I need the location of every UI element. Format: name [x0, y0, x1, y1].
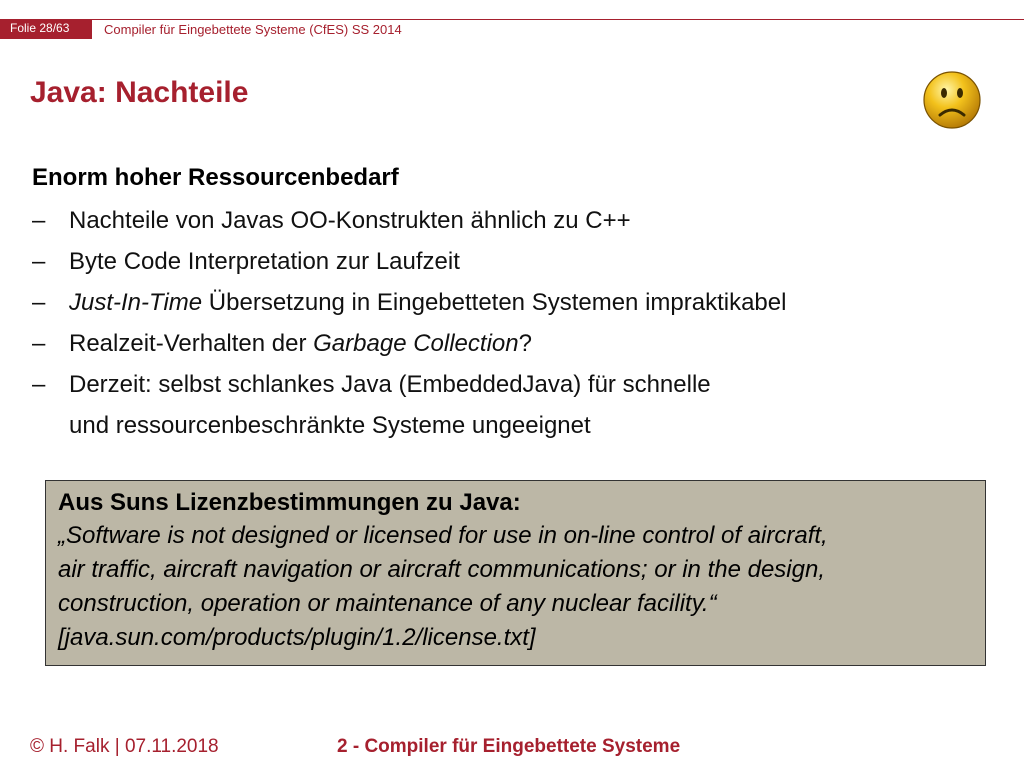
license-quote-box	[45, 480, 986, 666]
bullet-text: ?	[518, 330, 532, 357]
footer-chapter: 2 - Compiler für Eingebettete Systeme	[337, 736, 681, 757]
quote-line: air traffic, aircraft navigation or aircraft communications; or in the design,	[58, 556, 825, 583]
header-rule	[0, 19, 1024, 20]
quote-source: [java.sun.com/products/plugin/1.2/license.txt]	[58, 624, 536, 651]
bullet-item	[32, 364, 982, 446]
bullet-dash: –	[32, 330, 46, 357]
bullet-item	[32, 323, 982, 364]
bullet-item	[32, 282, 982, 323]
bullet-emphasis: Just-In-Time	[69, 289, 203, 316]
course-title: Compiler für Eingebettete Systeme (CfES) SS 2014	[104, 22, 402, 37]
sad-face-icon	[922, 70, 982, 130]
quote-heading: Aus Suns Lizenzbestimmungen zu Java:	[58, 489, 521, 516]
bullet-text: Derzeit: selbst schlankes Java (EmbeddedJava) für schnelle	[69, 371, 711, 398]
bullet-text: Realzeit-Verhalten der	[69, 330, 314, 357]
bullet-item	[32, 200, 982, 241]
bullet-dash: –	[32, 207, 46, 234]
footer-author: © H. Falk | 07.11.2018	[30, 736, 219, 757]
bullet-list	[32, 200, 982, 446]
bullet-dash: –	[32, 289, 46, 316]
bullet-emphasis: Garbage Collection	[313, 330, 519, 357]
subheading: Enorm hoher Ressourcenbedarf	[32, 164, 399, 191]
bullet-text: Übersetzung in Eingebetteten Systemen impraktikabel	[202, 289, 787, 316]
bullet-dash: –	[32, 371, 46, 398]
slide-number-badge: Folie 28/63	[0, 19, 92, 39]
bullet-text: Byte Code Interpretation zur Laufzeit	[69, 248, 460, 275]
bullet-dash: –	[32, 248, 46, 275]
bullet-text: Nachteile von Javas OO-Konstrukten ähnlich zu C++	[69, 207, 631, 234]
quote-line: construction, operation or maintenance of any nuclear facility.“	[58, 590, 717, 617]
bullet-item	[32, 241, 982, 282]
slide-title: Java: Nachteile	[30, 76, 249, 109]
bullet-text-continuation: und ressourcenbeschränkte Systeme ungeeignet	[69, 412, 591, 439]
quote-line: „Software is not designed or licensed for use in on-line control of aircraft,	[58, 522, 828, 549]
